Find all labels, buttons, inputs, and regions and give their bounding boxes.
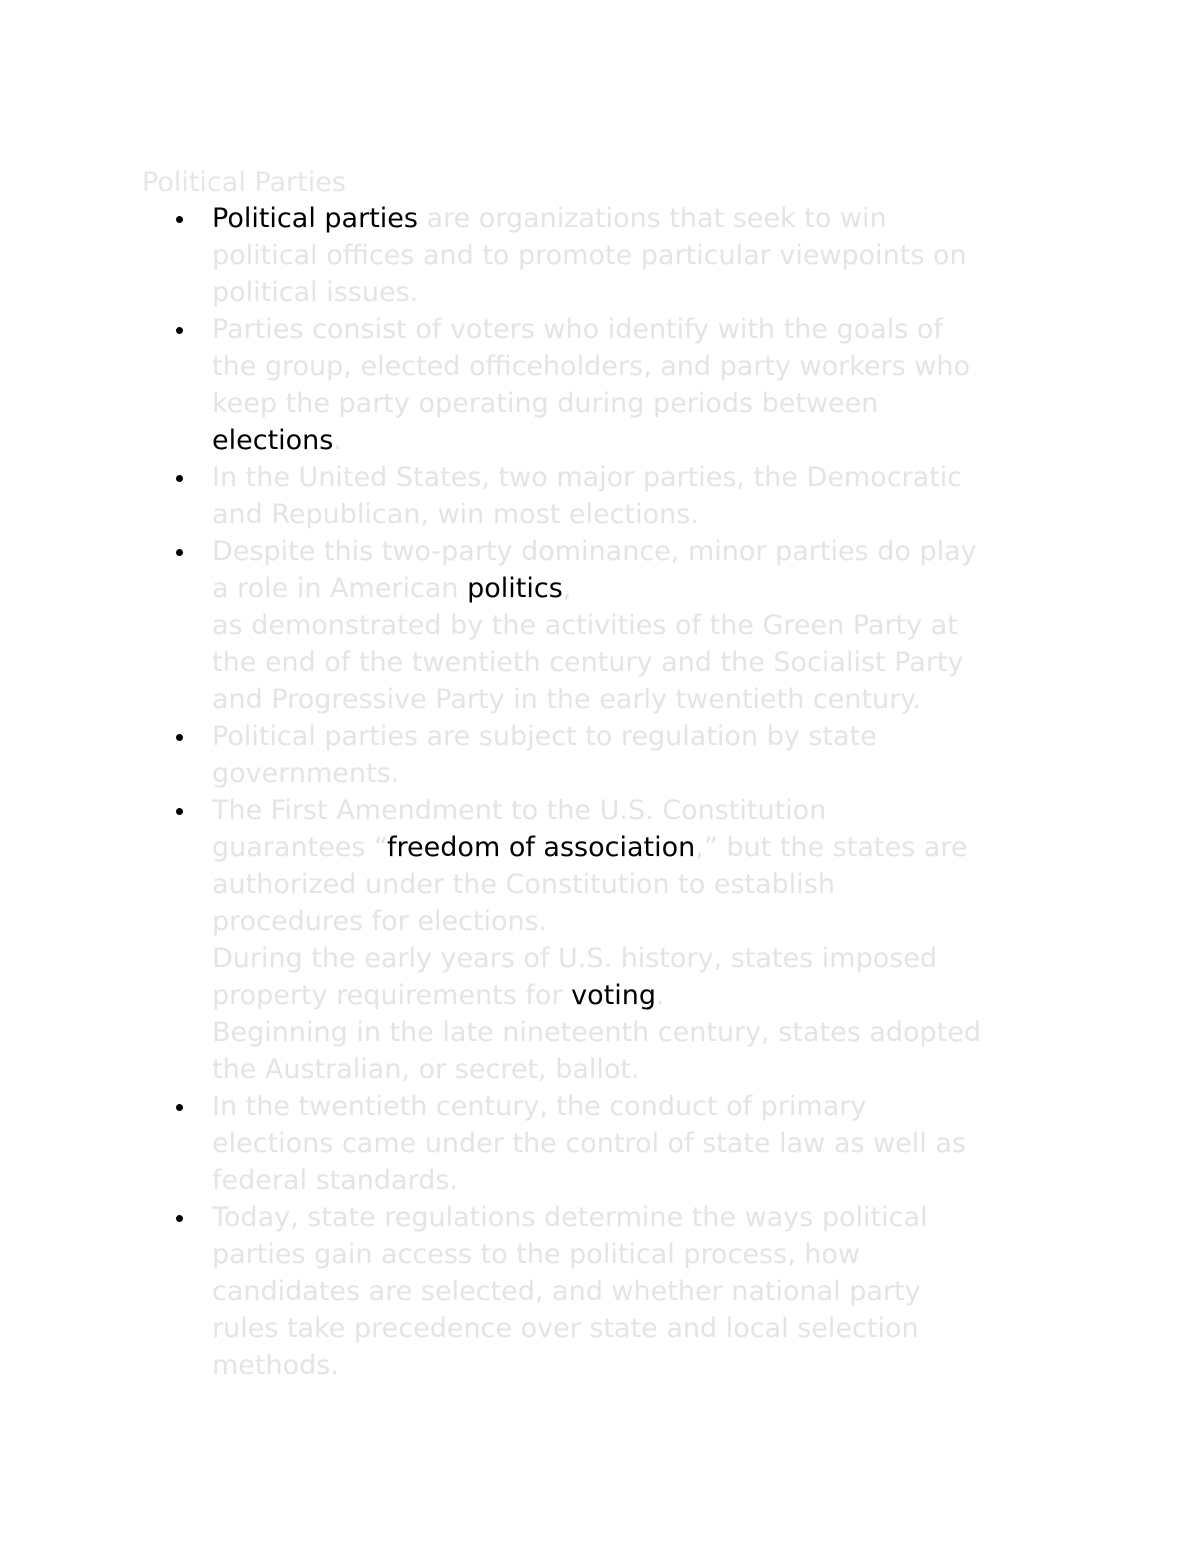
bullet-dot-icon [176,1215,183,1222]
bullet-item [0,1088,1062,1199]
bullet-text: federal standards. [212,1165,459,1196]
bullet-line [212,237,1062,274]
bullet-text: property requirements for [212,980,572,1011]
bullet-line [212,792,1062,829]
bullet-text: guarantees “ [212,832,388,863]
bullet-line [212,348,1062,385]
bullet-text: procedures for elections. [212,906,548,937]
highlighted-term: elections [212,425,334,456]
bullet-line [212,607,1062,644]
bullet-text: methods. [212,1350,339,1381]
bullet-line [212,1125,1062,1162]
bullet-line [212,1014,1062,1051]
bullet-line [212,644,1062,681]
bullet-line [212,422,1062,459]
bullet-text: Despite this two-party dominance, minor parties do play [212,536,977,567]
bullet-text: Political parties are subject to regulation by state [212,721,877,752]
bullet-line [212,1310,1062,1347]
bullet-text: the group, elected officeholders, and party workers who [212,351,971,382]
bullet-dot-icon [176,216,183,223]
bullet-text: , [562,573,572,604]
bullet-text: the Australian, or secret, ballot. [212,1054,640,1085]
bullet-text: candidates are selected, and whether national party [212,1276,921,1307]
bullet-line [212,1347,1062,1384]
highlighted-term: freedom of association [387,832,696,863]
bullet-text: rules take precedence over state and local selection [212,1313,919,1344]
bullet-text: political issues. [212,277,419,308]
bullet-dot-icon [176,734,183,741]
bullet-line [212,459,1062,496]
bullet-item [0,792,1062,1088]
bullet-text: . [333,425,342,456]
bullet-text: keep the party operating during periods between [212,388,879,419]
bullet-text: the end of the twentieth century and the Socialist Party [212,647,964,678]
bullet-text: governments. [212,758,400,789]
bullet-item [0,311,1062,459]
bullet-list [0,200,1200,1384]
highlighted-term: politics [467,573,563,604]
bullet-line [212,940,1062,977]
bullet-text: are organizations that seek to win [417,203,887,234]
bullet-line [212,385,1062,422]
bullet-text: Parties consist of voters who identify with the goals of [212,314,943,345]
bullet-line [212,718,1062,755]
bullet-text: and Republican, win most elections. [212,499,699,530]
bullet-line [212,1199,1062,1236]
bullet-text: elections came under the control of state law as well as [212,1128,966,1159]
bullet-item [0,718,1062,792]
bullet-line [212,200,1062,237]
bullet-line [212,903,1062,940]
bullet-line [212,274,1062,311]
bullet-text: as demonstrated by the activities of the Green Party at [212,610,958,641]
bullet-line [212,570,1062,607]
bullet-dot-icon [176,808,183,815]
bullet-line [212,496,1062,533]
bullet-line [212,311,1062,348]
bullet-line [212,1162,1062,1199]
bullet-line [212,1088,1062,1125]
bullet-text: authorized under the Constitution to establish [212,869,835,900]
bullet-text: During the early years of U.S. history, states imposed [212,943,938,974]
bullet-line [212,977,1062,1014]
bullet-line [212,1273,1062,1310]
bullet-text: Beginning in the late nineteenth century, states adopted [212,1017,982,1048]
bullet-text: parties gain access to the political process, how [212,1239,861,1270]
bullet-line [212,866,1062,903]
bullet-text: and Progressive Party in the early twentieth century. [212,684,922,715]
bullet-dot-icon [176,1104,183,1111]
bullet-text: ,” but the states are [695,832,968,863]
bullet-item [0,459,1062,533]
bullet-line [212,681,1062,718]
bullet-line [212,1236,1062,1273]
highlighted-term: Political parties [212,203,418,234]
bullet-item [0,1199,1062,1384]
bullet-dot-icon [176,475,183,482]
bullet-text: political offices and to promote particular viewpoints on [212,240,967,271]
bullet-dot-icon [176,327,183,334]
bullet-text: The First Amendment to the U.S. Constitution [212,795,827,826]
bullet-text: . [655,980,665,1011]
bullet-text: a role in American [212,573,468,604]
document-title: Political Parties [142,167,346,198]
bullet-text: In the United States, two major parties, the Democratic [212,462,963,493]
bullet-text: In the twentieth century, the conduct of primary [212,1091,867,1122]
bullet-line [212,829,1062,866]
bullet-dot-icon [176,549,183,556]
bullet-text: Today, state regulations determine the ways political [212,1202,928,1233]
bullet-line [212,1051,1062,1088]
bullet-line [212,755,1062,792]
bullet-item [0,200,1062,311]
bullet-line [212,533,1062,570]
highlighted-term: voting [571,980,656,1011]
bullet-item [0,533,1062,718]
